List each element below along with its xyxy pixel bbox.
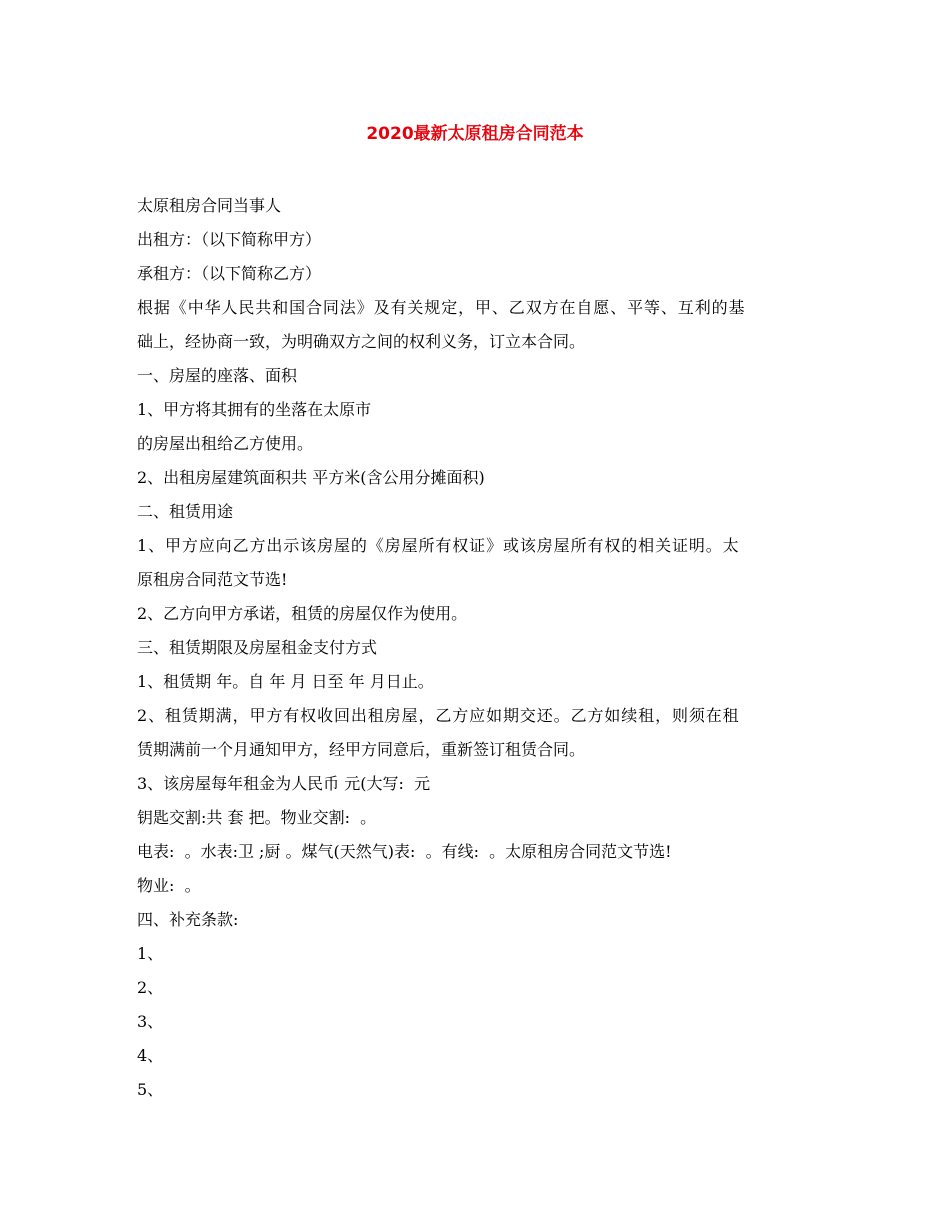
section-heading: 一、房屋的座落、面积 [137,366,298,385]
paragraph-line: 2、租赁期满，甲方有权收回出租房屋，乙方应如期交还。乙方如续租，则须在租 [137,706,740,725]
paragraph-line: 原租房合同范文节选! [137,570,288,589]
section-heading: 二、租赁用途 [137,502,234,521]
paragraph-line: 础上，经协商一致，为明确双方之间的权利义务，订立本合同。 [137,332,586,351]
document-title: 2020最新太原租房合同范本 [366,124,584,144]
paragraph-line: 根据《中华人民共和国合同法》及有关规定，甲、乙双方在自愿、平等、互利的基 [137,298,746,317]
paragraph-line: 1、甲方将其拥有的坐落在太原市 [137,400,372,419]
section-heading: 三、租赁期限及房屋租金支付方式 [137,638,378,657]
list-item: 3、 [137,1012,164,1031]
paragraph-line: 2、乙方向甲方承诺，租赁的房屋仅作为使用。 [137,604,468,623]
list-item: 1、 [137,944,164,963]
paragraph-line: 出租方：（以下简称甲方） [137,230,322,249]
document-body [137,194,827,1112]
paragraph-line: 承租方：（以下简称乙方） [137,264,322,283]
paragraph-line: 1、甲方应向乙方出示该房屋的《房屋所有权证》或该房屋所有权的相关证明。太 [137,536,740,555]
paragraph-line: 太原租房合同当事人 [137,196,282,215]
paragraph-line: 的房屋出租给乙方使用。 [137,434,314,453]
section-heading: 四、补充条款: [137,910,239,929]
paragraph-line: 物业: 。 [137,876,201,895]
paragraph-line: 电表: 。水表:卫 ;厨 。煤气(天然气)表: 。有线: 。太原租房合同范文节选! [137,842,672,861]
list-item: 2、 [137,978,164,997]
list-item: 4、 [137,1046,164,1065]
paragraph-line: 钥匙交割:共 套 把。物业交割: 。 [137,808,377,827]
list-item: 5、 [137,1080,164,1099]
paragraph-line: 赁期满前一个月通知甲方，经甲方同意后，重新签订租赁合同。 [137,740,586,759]
paragraph-line: 1、租赁期 年。自 年 月 日至 年 月日止。 [137,672,434,691]
paragraph-line: 2、出租房屋建筑面积共 平方米(含公用分摊面积) [137,468,485,487]
paragraph-line: 3、该房屋每年租金为人民币 元(大写: 元 [137,774,431,793]
